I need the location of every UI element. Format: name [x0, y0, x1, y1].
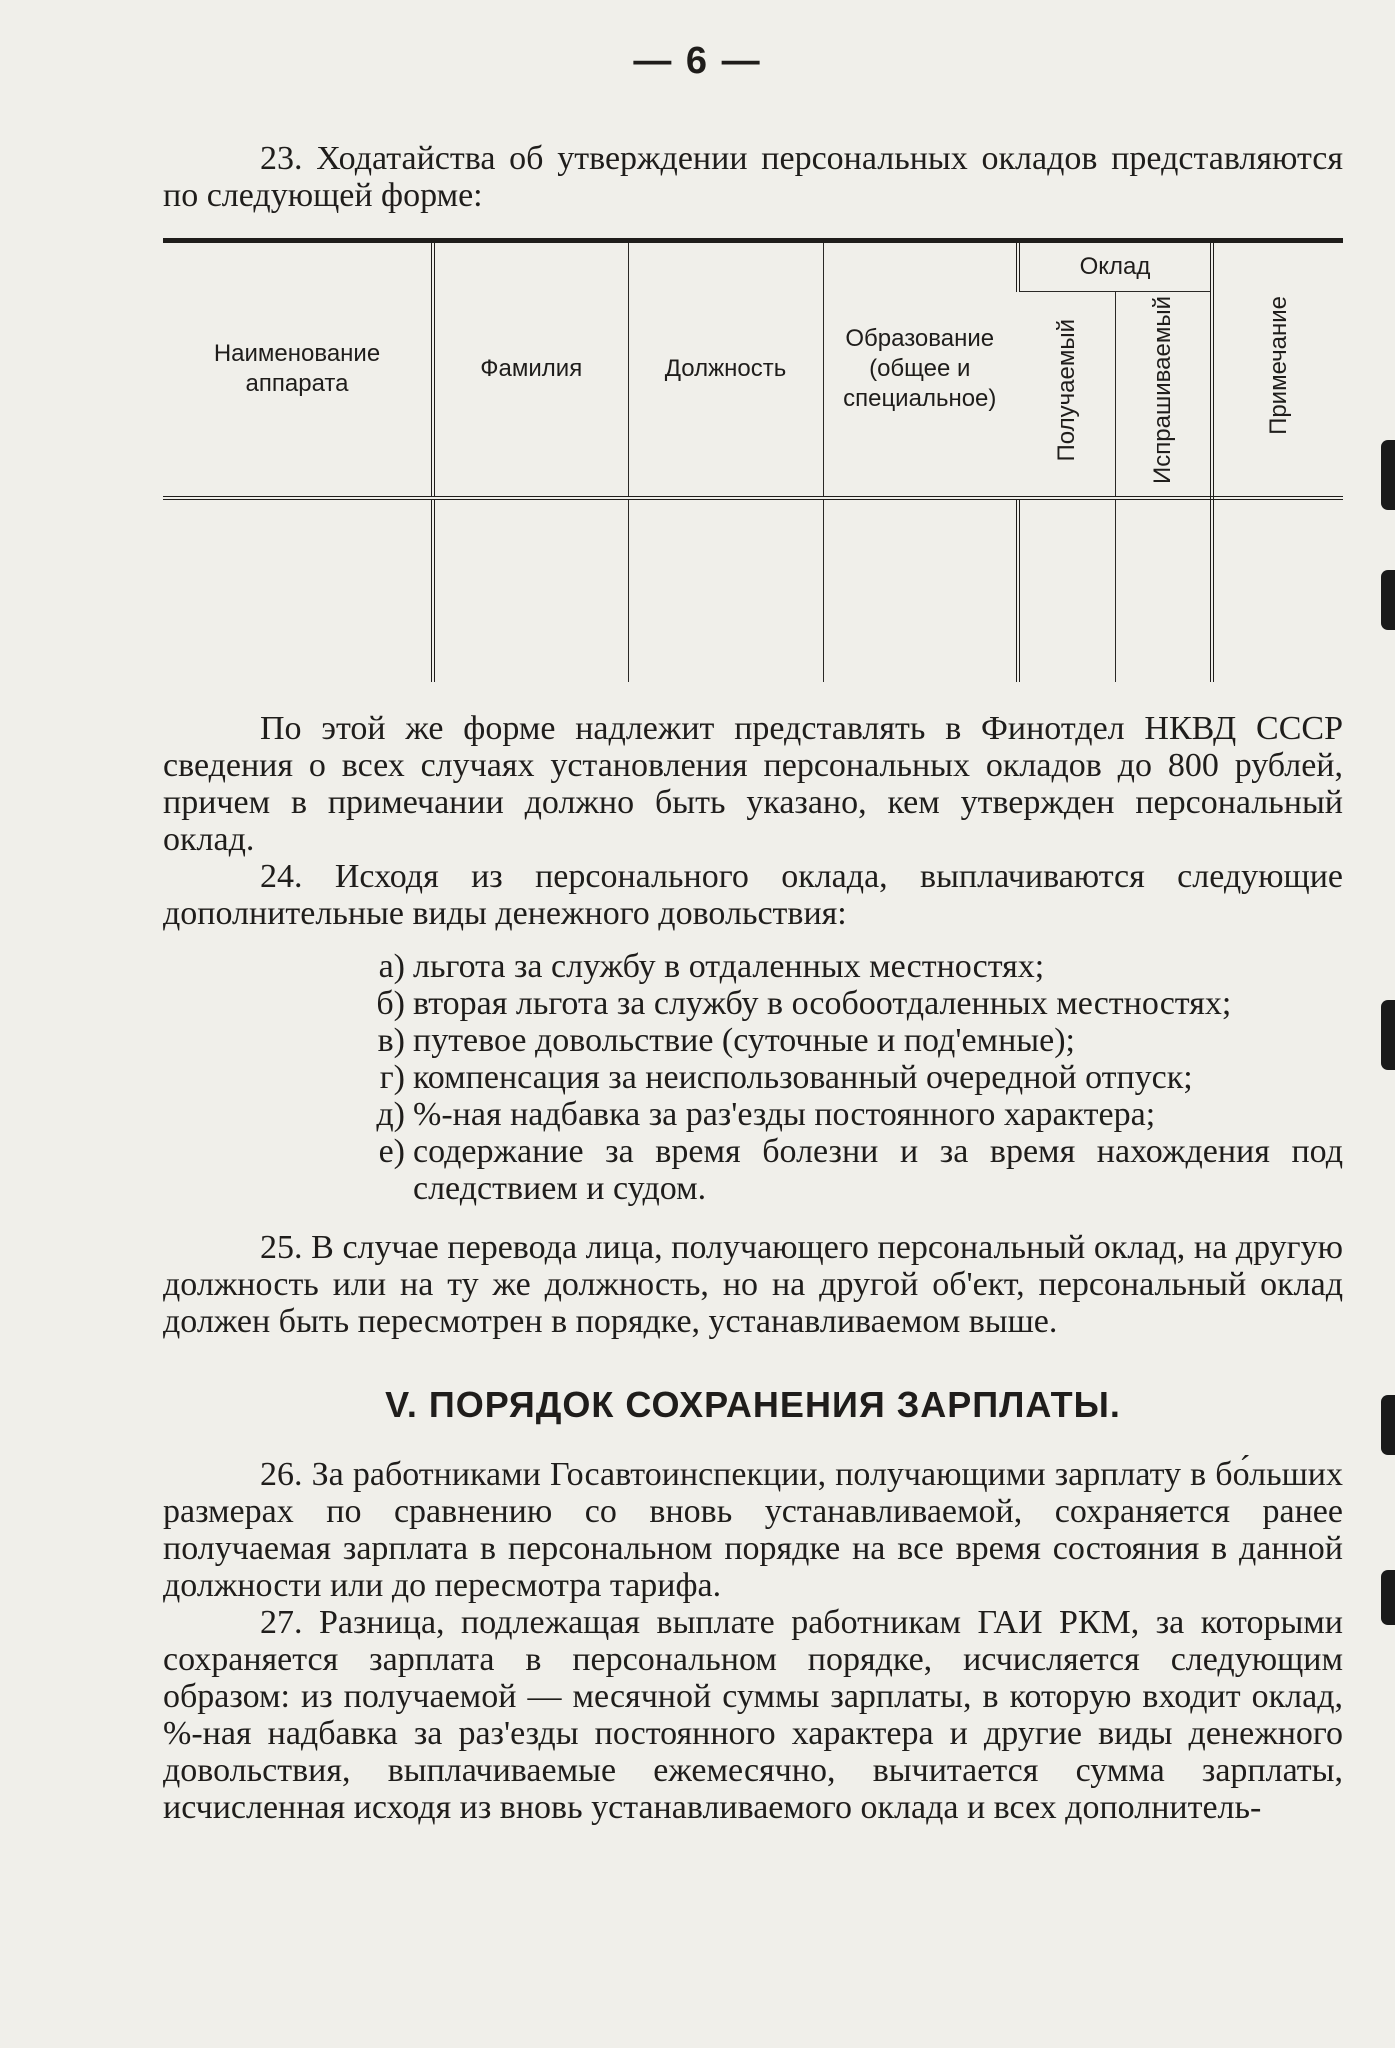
paragraph-24: 24. Исходя из персонального оклада, выплачиваются следующие дополнительные виды денежного довольствия:: [163, 857, 1343, 932]
header-education: Образование (общее и специальное): [823, 241, 1018, 498]
header-position: Должность: [628, 241, 823, 498]
header-requested: Испрашиваемый: [1149, 296, 1177, 484]
table-cell: [433, 498, 628, 682]
page-edge-mark: [1381, 1570, 1395, 1625]
table-cell: [823, 498, 1018, 682]
allowance-list: [353, 948, 1343, 1207]
header-note-cell: [1212, 241, 1343, 498]
table-empty-row: [163, 498, 1343, 682]
page-number: — 6 —: [633, 40, 762, 82]
paragraph-25: 25. В случае перевода лица, получающего персональный оклад, на другую должность или на ту же должность, но на другой об'ект, персональный оклад должен быть пересмотрен в порядке, устанавливаемом выше.: [163, 1228, 1343, 1340]
page-edge-mark: [1381, 570, 1395, 630]
header-salary: Оклад: [1018, 241, 1212, 292]
paragraph-23: 23. Ходатайства об утверждении персональных окладов представляются по следующей форме:: [163, 140, 1343, 214]
page-edge-mark: [1381, 440, 1395, 510]
header-requested-cell: [1115, 292, 1212, 498]
paragraph-26: 26. За работниками Госавтоинспекции, получающими зарплату в бо́льших размерах по сравнению со вновь устанавливаемой, сохраняется ранее получаемая зарплата в персональном порядке на все время состояния в данной должности или до пересмотра тарифа.: [163, 1455, 1343, 1604]
list-item: а) льгота за службу в отдаленных местностях;: [378, 947, 1045, 985]
table-cell: [1212, 498, 1343, 682]
list-item: в) путевое довольствие (суточные и под'емные);: [377, 1021, 1075, 1059]
list-item: б) вторая льгота за службу в особоотдаленных местностях;: [376, 984, 1232, 1022]
page-edge-mark: [1381, 1000, 1395, 1070]
paragraph-27: 27. Разница, подлежащая выплате работникам ГАИ РКМ, за которыми сохраняется зарплата в персональном порядке, исчисляется следующим образом: из получаемой — месячной суммы зарплаты, в которую входит оклад, %-ная надбавка за раз'езды постоянного характера и другие виды денежного довольствия, выплачиваемые ежемесячно, вычитается сумма зарплаты, исчисленная исходя из вновь устанавливаемого оклада и всех дополнитель-: [163, 1603, 1343, 1826]
header-department: Наименование аппарата: [163, 241, 433, 498]
table-cell: [1115, 498, 1212, 682]
section-heading: V. ПОРЯДОК СОХРАНЕНИЯ ЗАРПЛАТЫ.: [385, 1383, 1121, 1425]
table-cell: [163, 498, 433, 682]
page-edge-mark: [1381, 1395, 1395, 1455]
table-cell: [1018, 498, 1115, 682]
document-body: [163, 140, 1343, 1826]
list-item: д) %-ная надбавка за раз'езды постоянного характера;: [376, 1095, 1156, 1133]
list-item: е) содержание за время болезни и за время нахождения под следствием и судом.: [378, 1132, 1343, 1207]
paragraph-23-continued: По этой же форме надлежит представлять в Финотдел НКВД СССР сведения о всех случаях установления персональных окладов до 800 рублей, причем в примечании должно быть указано, кем утвержден персональный оклад.: [163, 709, 1343, 858]
table-cell: [628, 498, 823, 682]
header-received-cell: [1018, 292, 1115, 498]
header-note: Примечание: [1265, 296, 1293, 435]
list-item: г) компенсация за неиспользованный очередной отпуск;: [379, 1058, 1193, 1096]
request-form-table: [163, 238, 1343, 682]
header-family: Фамилия: [433, 241, 628, 498]
header-received: Получаемый: [1052, 318, 1080, 462]
